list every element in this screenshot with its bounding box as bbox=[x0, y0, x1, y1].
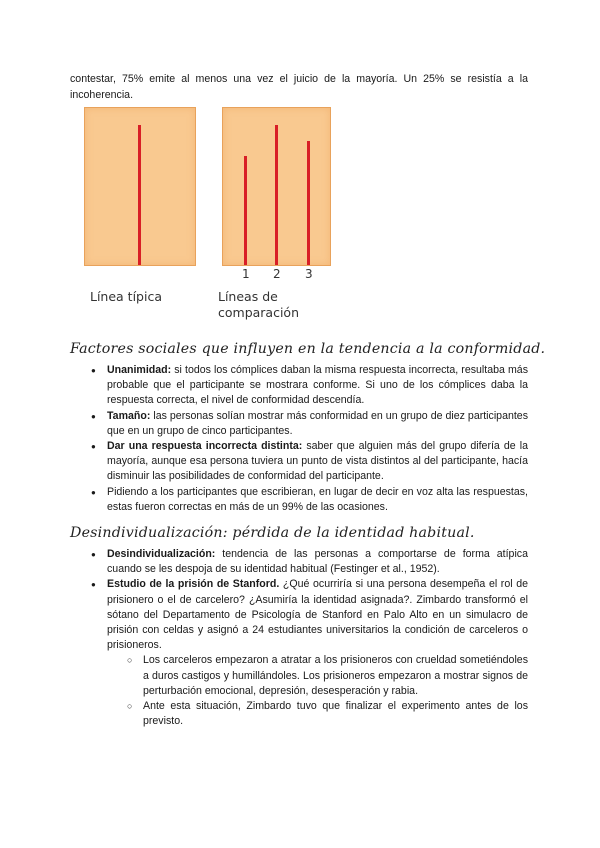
comparison-line-1 bbox=[244, 156, 247, 265]
comparison-lines-panel bbox=[222, 107, 331, 266]
item-text: si todos los cómplices daban la misma respuesta incorrecta, resultaba más probable que el participante se mostrara conforme. Si uno de los cómplices daba la respuesta correcta, el nivel de conformidad descendía. bbox=[107, 364, 528, 407]
list-item bbox=[107, 439, 528, 485]
sublist-item: ○ Los carceleros empezaron a atratar a los prisioneros con crueldad sometiéndoles a duros castigos y humillándoles. Los prisioneros empezaron a mostrar signos de perturbación emocional, depresión, desesperación y rabia. bbox=[143, 653, 528, 699]
stanford-sublist bbox=[143, 653, 528, 729]
item-text: saber que alguien más del grupo difería de la mayoría, aunque esa persona tuviera un punto de vista distintos al del participante, hacía disminuir las posibilidades de conformidad del participante. bbox=[107, 440, 528, 483]
item-term: Unanimidad: bbox=[107, 364, 172, 376]
comparison-line-3 bbox=[307, 141, 310, 265]
comparison-caption-line1: Líneas de bbox=[218, 289, 278, 304]
list-item bbox=[107, 547, 528, 577]
list-item bbox=[107, 363, 528, 409]
standard-line-panel bbox=[84, 107, 196, 266]
section1-list bbox=[107, 363, 528, 515]
asch-lines-figure bbox=[70, 105, 340, 330]
section1-heading: Factores sociales que influyen en la tendencia a la conformidad. bbox=[70, 341, 546, 357]
item-term: Estudio de la prisión de Stanford. bbox=[107, 578, 280, 591]
comparison-label-1: 1 bbox=[242, 267, 250, 281]
item-term: Dar una respuesta incorrecta distinta: bbox=[107, 440, 303, 453]
comparison-label-3: 3 bbox=[305, 267, 313, 281]
item-text: ¿Qué ocurriría si una persona desempeña el rol de prisionero o el de carcelero? ¿Asumiría la identidad asignada?. Zimbardo transformó el sótano del Departamento de Psicología de Stanford en Palo Alto en un simulacro de prisión con celdas y asignó a 24 estudiantes universitarios la condición de carceleros o prisioneros. bbox=[107, 578, 528, 652]
comparison-caption-line2: comparación bbox=[218, 305, 300, 320]
standard-line-caption: Línea típica bbox=[90, 289, 162, 304]
intro-paragraph: contestar, 75% emite al menos una vez el juicio de la mayoría. Un 25% se resistía a la incoherencia. bbox=[70, 73, 528, 101]
item-term: Tamaño: bbox=[107, 409, 151, 422]
comparison-label-2: 2 bbox=[273, 267, 281, 281]
item-text: Pidiendo a los participantes que escribieran, en lugar de decir en voz alta las respuestas, estas fueron correctas en más de un 99% de las ocasiones. bbox=[107, 485, 528, 513]
list-item bbox=[107, 409, 528, 439]
section2-heading: Desindividualización: pérdida de la identidad habitual. bbox=[70, 525, 475, 541]
sublist-item: ○ Ante esta situación, Zimbardo tuvo que finalizar el experimento antes de los previsto. bbox=[143, 699, 528, 729]
comparison-line-2 bbox=[275, 125, 278, 265]
standard-line bbox=[138, 125, 141, 265]
item-text: tendencia de las personas a comportarse de forma atípica cuando se les despoja de su identidad habitual (Festinger et al., 1952). bbox=[107, 548, 528, 576]
section2-list bbox=[107, 547, 528, 729]
list-item bbox=[107, 577, 528, 729]
list-item bbox=[107, 485, 528, 515]
item-text: las personas solían mostrar más conformidad en un grupo de diez participantes que en un grupo de cinco participantes. bbox=[107, 409, 528, 437]
item-term: Desindividualización: bbox=[107, 548, 216, 560]
